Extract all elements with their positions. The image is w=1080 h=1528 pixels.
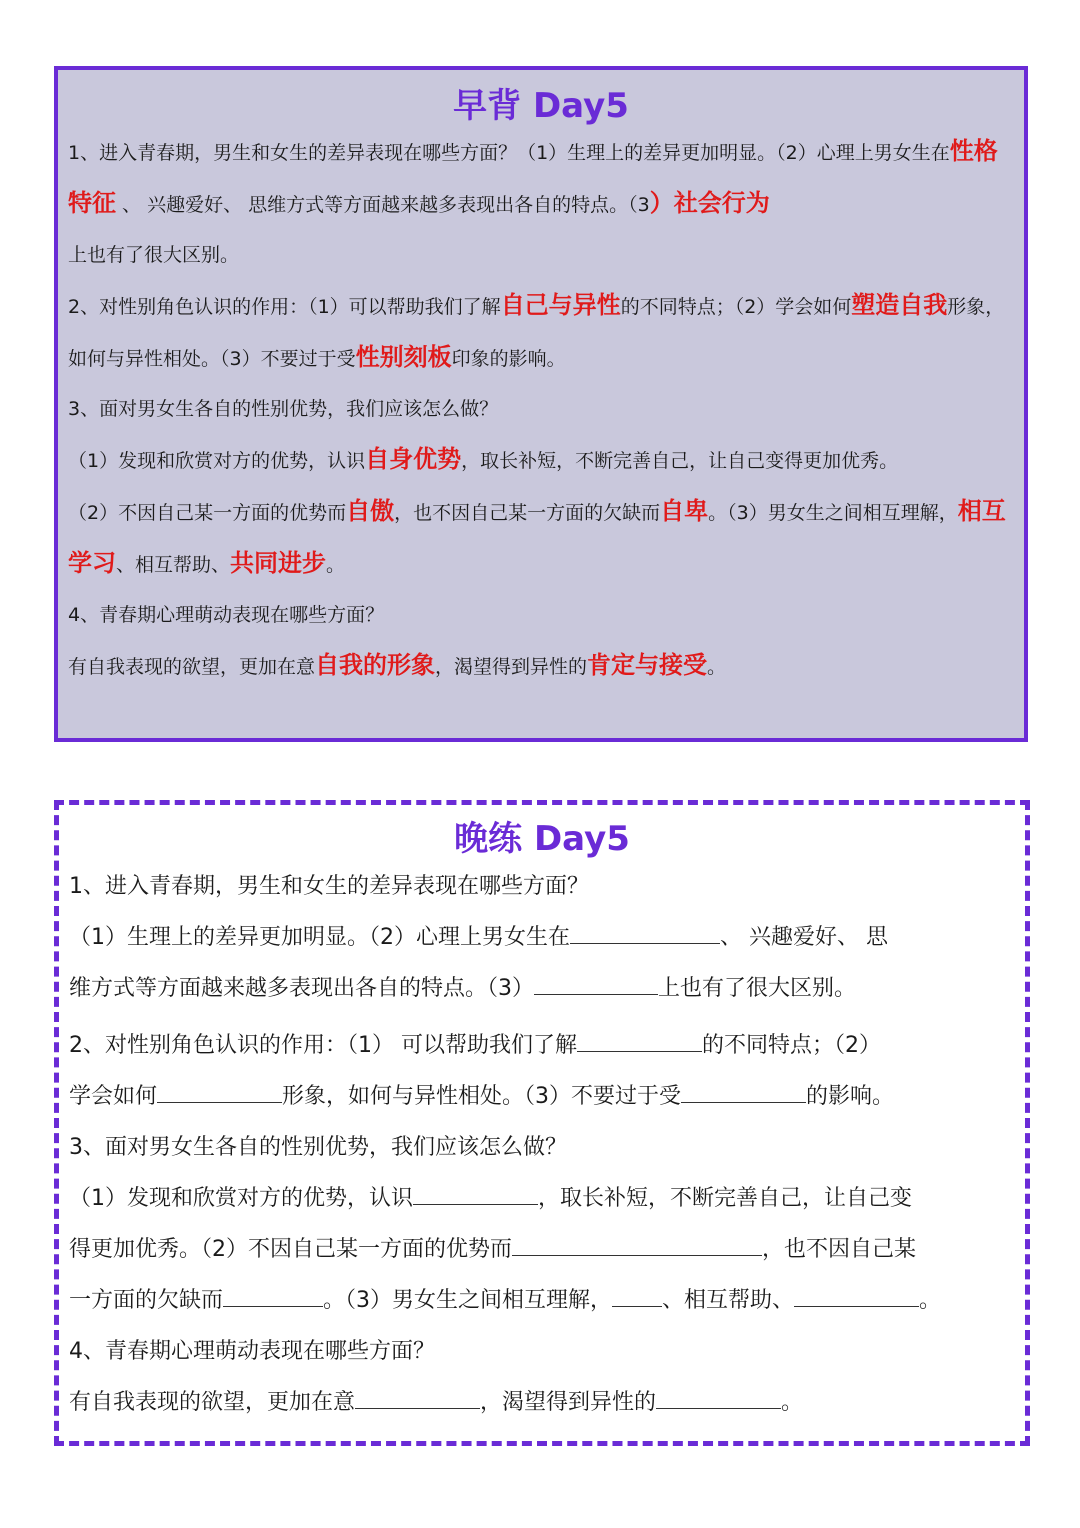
fill-blank[interactable]: [157, 1082, 282, 1103]
evening-q2-answer: 学会如何 形象，如何与异性相处。（3）不要过于受 的影响。: [69, 1084, 895, 1109]
evening-q3: 3、面对男女生各自的性别优势，我们应该怎么做？: [69, 1135, 567, 1160]
morning-review-box: [54, 66, 1028, 742]
evening-q3-answer-1: （1）发现和欣赏对方的优势，认识 ，取长补短，不断完善自己，让自己变: [69, 1186, 913, 1211]
fill-blank[interactable]: [355, 1388, 480, 1409]
fill-blank[interactable]: [413, 1184, 538, 1205]
morning-q4-answer: 有自我表现的欲望，更加在意自我的形象，渴望得到异性的肯定与接受。: [68, 651, 727, 679]
fill-blank[interactable]: [577, 1031, 702, 1052]
morning-content: [58, 126, 1024, 692]
fill-blank[interactable]: [656, 1388, 781, 1409]
evening-q3-answer-2: 得更加优秀。（2）不因自己某一方面的优势而 ，也不因自己某: [69, 1237, 917, 1262]
evening-q1-answer-1: （1）生理上的差异更加明显。（2）心理上男女生在 、 兴趣爱好、 思: [69, 925, 888, 950]
fill-blank[interactable]: [612, 1286, 662, 1307]
fill-blank[interactable]: [681, 1082, 806, 1103]
fill-blank[interactable]: [512, 1235, 762, 1256]
evening-q1-answer-2: 维方式等方面越来越多表现出各自的特点。（3） 上也有了很大区别。: [69, 976, 857, 1001]
morning-q4: 4、青春期心理萌动表现在哪些方面？: [68, 604, 385, 626]
morning-title: 早背 Day5: [453, 86, 629, 126]
morning-q3-answer-2: （2）不因自己某一方面的优势而自傲，也不因自己某一方面的欠缺而自卑。（3）男女生之间相互理解，相互学习、相互帮助、共同进步。: [68, 497, 1006, 577]
evening-q1: 1、进入青春期，男生和女生的差异表现在哪些方面？: [69, 874, 589, 899]
evening-q4: 4、青春期心理萌动表现在哪些方面？: [69, 1339, 435, 1364]
morning-q2: 2、对性别角色认识的作用：（1）可以帮助我们了解自己与异性的不同特点；（2）学会如何塑造自我形象，如何与异性相处。（3）不要过于受性别刻板印象的影响。: [68, 291, 1005, 371]
fill-blank[interactable]: [534, 974, 658, 995]
evening-practice-box: [54, 800, 1030, 1446]
evening-title: 晚练 Day5: [454, 819, 630, 859]
morning-q3: 3、面对男女生各自的性别优势，我们应该怎么做？: [68, 398, 499, 420]
evening-content: [59, 861, 1025, 1428]
fill-blank[interactable]: [570, 923, 720, 944]
evening-q2: 2、对性别角色认识的作用：（1） 可以帮助我们了解 的不同特点；（2）: [69, 1033, 881, 1058]
morning-q1: 1、进入青春期，男生和女生的差异表现在哪些方面？（1）生理上的差异更加明显。（2）心理上男女生在性格特征 、 兴趣爱好、 思维方式等方面越来越多表现出各自的特点。（3）社会行为 上也有了很大区别。: [68, 137, 998, 266]
morning-q3-answer-1: （1）发现和欣赏对方的优势，认识自身优势，取长补短，不断完善自己，让自己变得更加优秀。: [68, 445, 899, 473]
fill-blank[interactable]: [223, 1286, 323, 1307]
evening-q3-answer-3: 一方面的欠缺而 。（3）男女生之间相互理解， 、相互帮助、 。: [69, 1288, 942, 1313]
fill-blank[interactable]: [794, 1286, 919, 1307]
evening-q4-answer: 有自我表现的欲望，更加在意 ，渴望得到异性的 。: [69, 1390, 804, 1415]
